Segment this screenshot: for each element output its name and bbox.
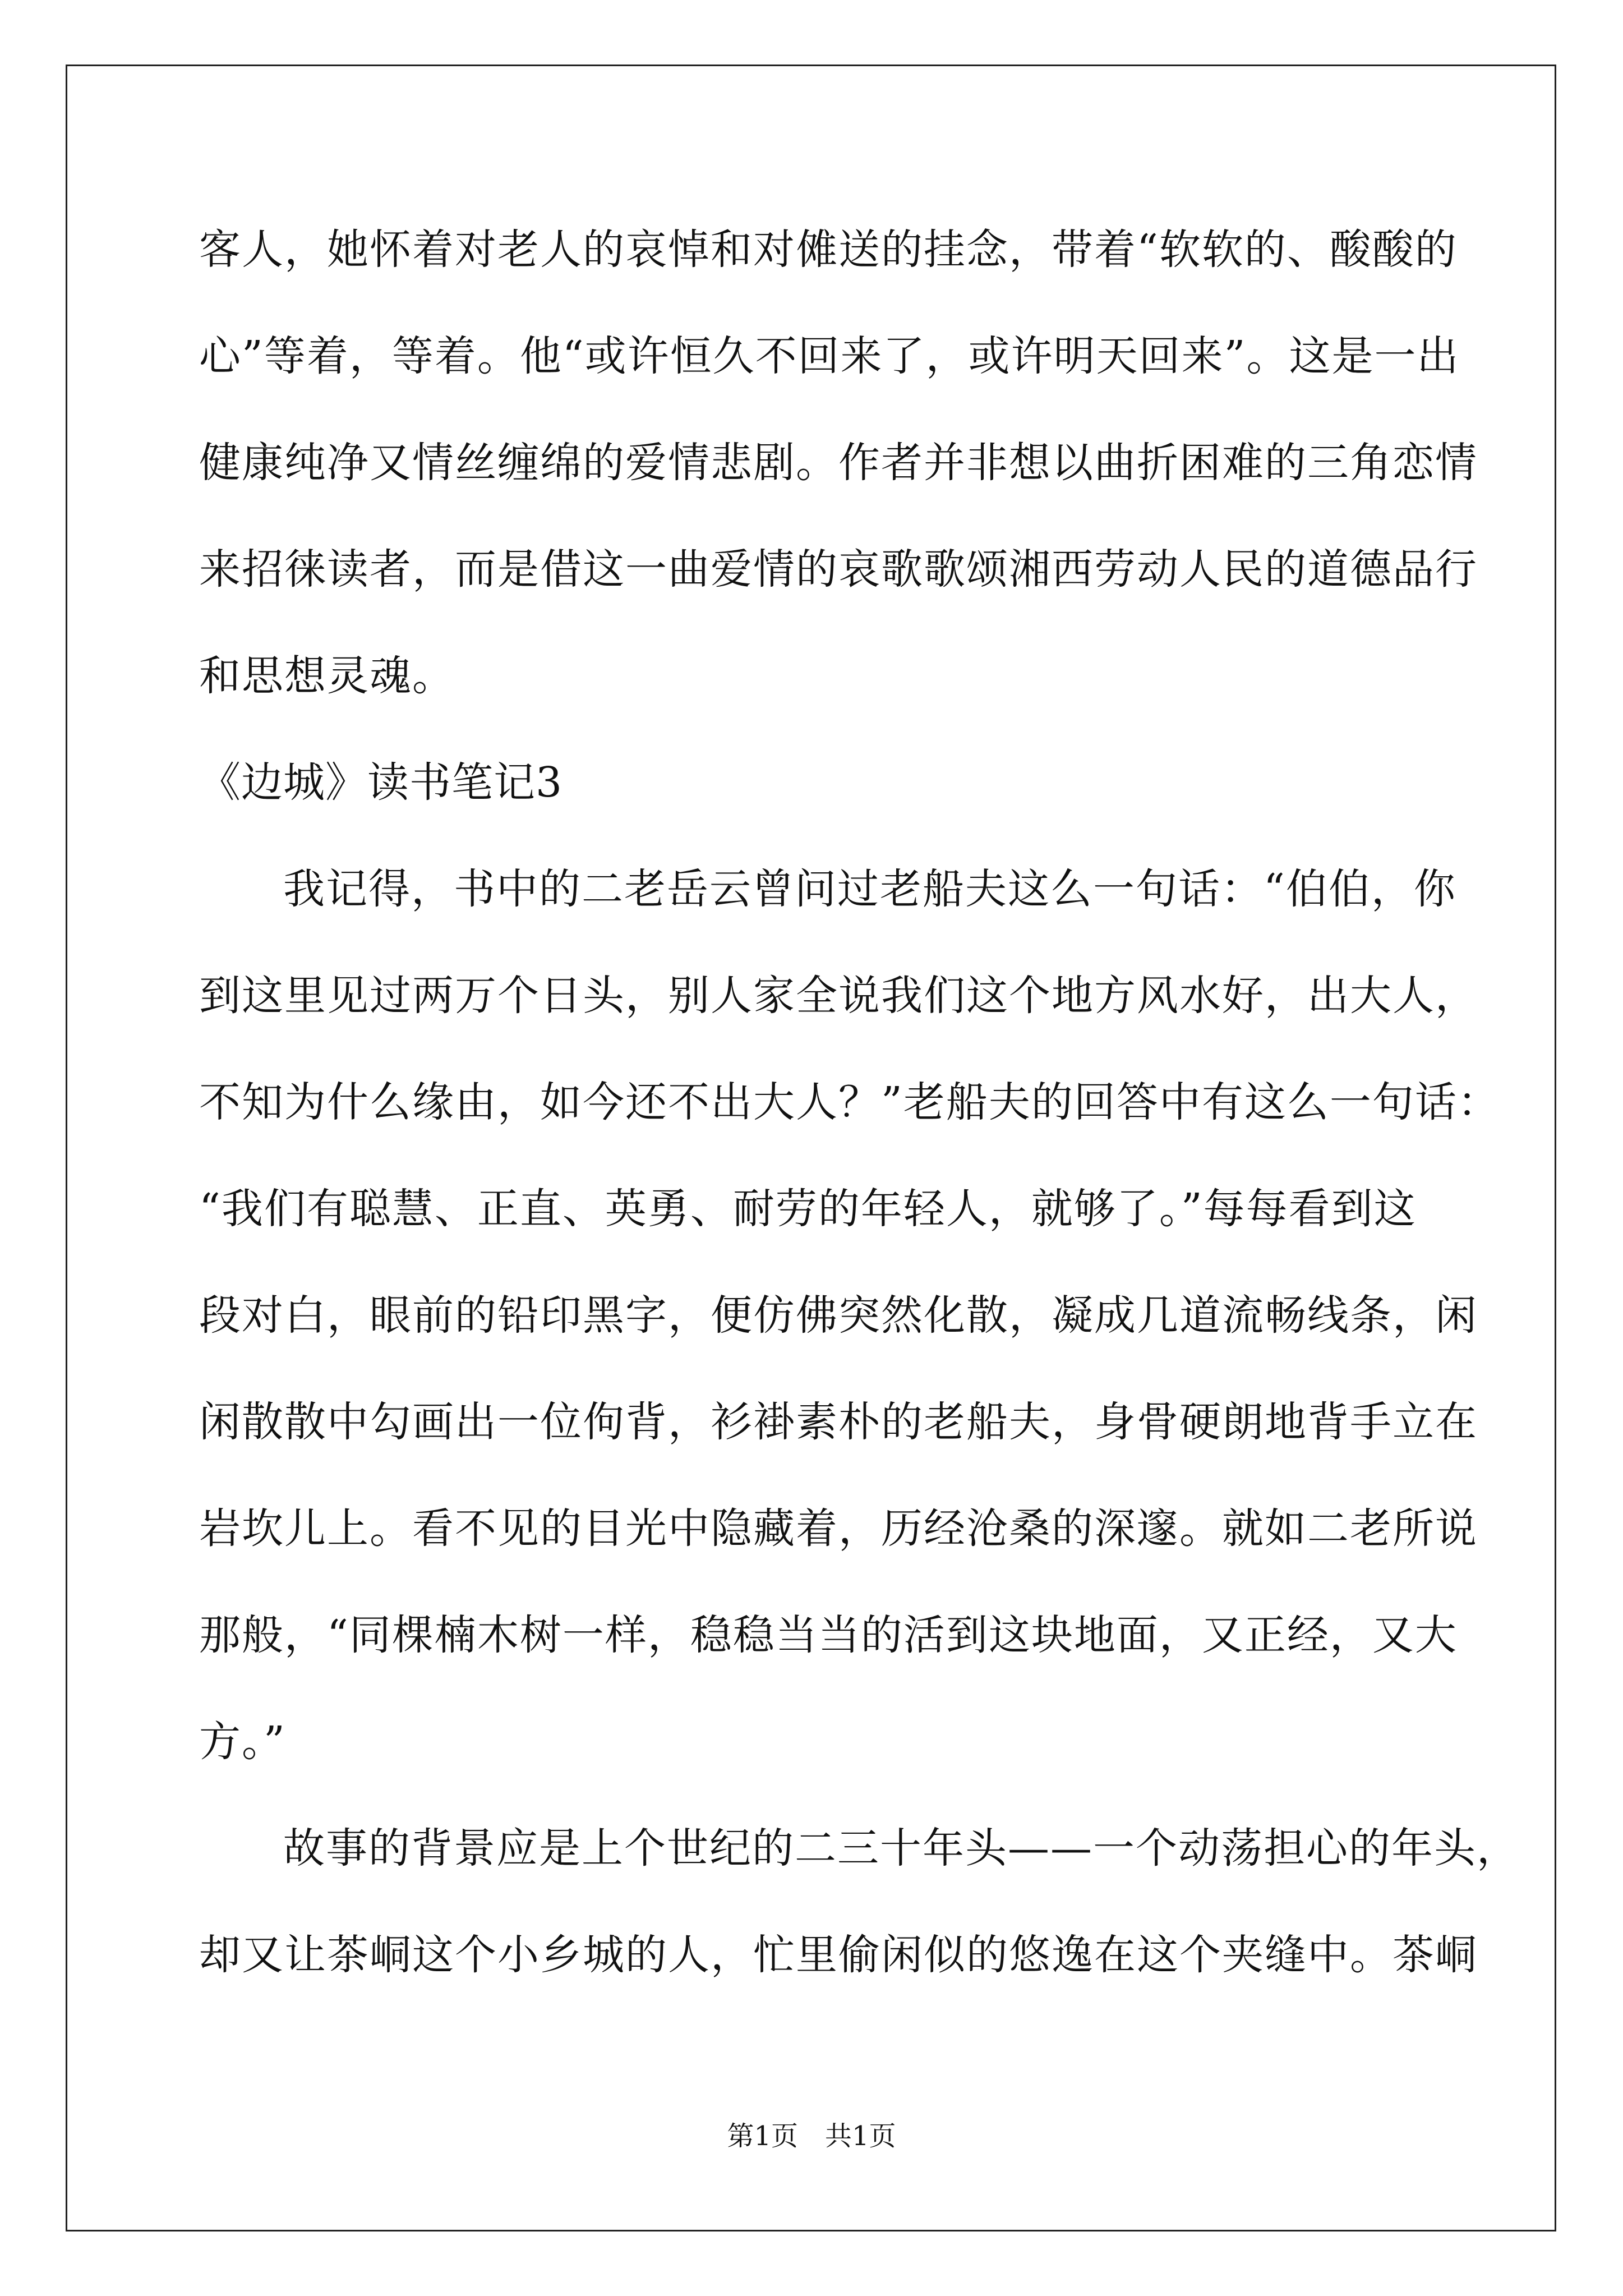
page-footer: 第1页 共1页 [727,2120,896,2152]
document-body [199,196,1519,2008]
text-line: 和思想灵魂。 [199,652,455,700]
text-line: 却又让茶峒这个小乡城的人，忙里偷闲似的悠逸在这个夹缝中。茶峒 [199,1931,1478,1979]
text-line: 心”等着，等着。他“或许恒久不回来了，或许明天回来”。这是一出 [199,332,1460,380]
text-line: 那般，“同棵楠木树一样，稳稳当当的活到这块地面，又正经，又大 [199,1611,1458,1659]
text-line: 到这里见过两万个日头，别人家全说我们这个地方风水好，出大人， [199,972,1478,1020]
text-line: 岩坎儿上。看不见的目光中隐藏着，历经沧桑的深邃。就如二老所说 [199,1504,1478,1553]
text-line: 方。” [199,1718,286,1766]
section-heading: 《边城》读书笔记3 [199,758,563,807]
paragraph-first-line: 我记得，书中的二老岳云曾问过老船夫这么一句话：“伯伯，你 [283,865,1456,913]
text-line: 段对白，眼前的铅印黑字，便仿佛突然化散，凝成几道流畅线条，闲 [199,1291,1478,1340]
paragraph-first-line: 故事的背景应是上个世纪的二三十年头——一个动荡担心的年头， [283,1824,1519,1872]
text-line: 闲散散中勾画出一位佝背，衫褂素朴的老船夫，身骨硬朗地背手立在 [199,1398,1478,1446]
text-line: 来招徕读者，而是借这一曲爱情的哀歌歌颂湘西劳动人民的道德品行 [199,545,1478,593]
text-line: 健康纯净又情丝缠绵的爱情悲剧。作者并非想以曲折困难的三角恋情 [199,439,1478,487]
text-line: 不知为什么缘由，如今还不出大人？”老船夫的回答中有这么一句话： [199,1078,1500,1126]
text-line: “我们有聪慧、正直、英勇、耐劳的年轻人，就够了。”每每看到这 [199,1185,1417,1233]
text-line: 客人，她怀着对老人的哀悼和对傩送的挂念，带着“软软的、酸酸的 [199,226,1458,274]
